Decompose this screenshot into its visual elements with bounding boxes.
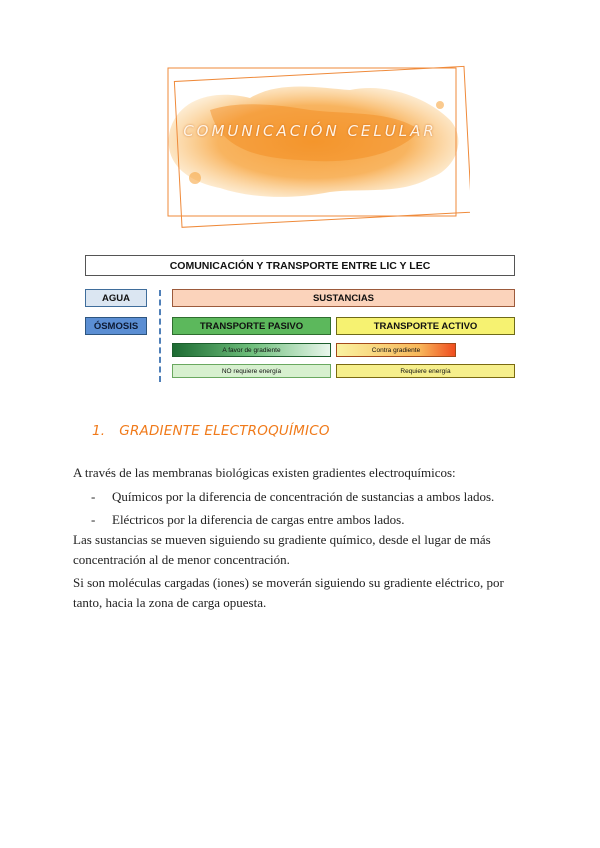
bullet-dash: - [91, 512, 96, 527]
paragraph-3-line-1: Si son moléculas cargadas (iones) se moverán siguiendo su gradiente eléctrico, por [73, 575, 504, 590]
section-title: GRADIENTE ELECTROQUÍMICO [119, 423, 330, 439]
banner-title: COMUNICACIÓN CELULAR [183, 122, 437, 140]
paragraph-2-line-1: Las sustancias se mueven siguiendo su gradiente químico, desde el lugar de más [73, 532, 491, 547]
transporte-pasivo-box: TRANSPORTE PASIVO [172, 317, 331, 335]
bullet-dash: - [91, 489, 96, 504]
diagram-title: COMUNICACIÓN Y TRANSPORTE ENTRE LIC Y LEC [85, 255, 515, 276]
dashed-divider [159, 290, 161, 382]
header-banner [150, 60, 470, 230]
osmosis-box: ÓSMOSIS [85, 317, 147, 335]
section-number: 1. [92, 423, 106, 439]
paragraph-2-line-2: concentración al de menor concentración. [73, 552, 290, 567]
section-heading [92, 423, 330, 439]
no-requiere-energia-box: NO requiere energía [172, 364, 331, 378]
transporte-activo-box: TRANSPORTE ACTIVO [336, 317, 515, 335]
sustancias-box: SUSTANCIAS [172, 289, 515, 307]
contra-gradiente-box: Contra gradiente [336, 343, 456, 357]
bullet-text: Eléctricos por la diferencia de cargas entre ambos lados. [112, 512, 405, 527]
requiere-energia-box: Requiere energía [336, 364, 515, 378]
intro-paragraph: A través de las membranas biológicas existen gradientes electroquímicos: [73, 465, 456, 480]
bullet-text: Químicos por la diferencia de concentración de sustancias a ambos lados. [112, 489, 495, 504]
list-item [91, 487, 494, 506]
paragraph-3-line-2: tanto, hacia la zona de carga opuesta. [73, 595, 267, 610]
agua-box: AGUA [85, 289, 147, 307]
watercolor-banner-art [150, 60, 470, 230]
list-item [91, 510, 405, 529]
a-favor-gradiente-box: A favor de gradiente [172, 343, 331, 357]
